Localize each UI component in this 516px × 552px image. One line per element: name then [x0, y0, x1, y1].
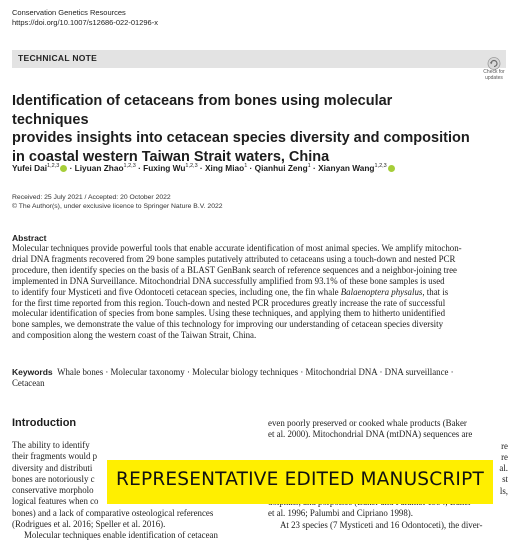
introduction-heading: Introduction [12, 417, 77, 429]
check-updates-text: Check for updates [483, 69, 505, 81]
orcid-icon[interactable] [388, 165, 395, 172]
author[interactable]: Fuxing Wu$^{1,2,3}$ [143, 162, 198, 173]
intro-right-column: even poorly preserved or cooked whale products (Baker et al. 2000). Mitochondrial DNA (mtDNA) sequences are re re al. st ls, et al. 1996; Palumbi and Cipriano 1998). At 23 species (7 Mysticeti and 16 Odontoceti), the diver- [268, 418, 508, 530]
copyright: © The Author(s), under exclusive licence to Springer Nature B.V. 2022 [12, 203, 223, 210]
banner-text: REPRESENTATIVE EDITED MANUSCRIPT [116, 469, 484, 490]
title-line-1: Identification of cetaceans from bones using molecular techniques [12, 93, 393, 128]
author[interactable]: Yufei Dai$^{1,2,3}$ [12, 163, 67, 173]
orcid-icon[interactable] [60, 165, 67, 172]
journal-name: Conservation Genetics Resources [12, 8, 126, 17]
title-line-2: provides insights into cetacean species diversity and composition [12, 130, 470, 146]
keywords-label: Keywords [12, 367, 53, 377]
author[interactable]: Xing Miao$^1$ [205, 162, 248, 173]
section-bar [12, 50, 506, 68]
abstract-body: Molecular techniques provide powerful tools that enable accurate identification of most animal species. We amplify mitochon- drial DNA fragments recovered from 29 bone samples putatively attributed to cetaceans using a touch-down and nested PCR procedure, then identify species on the basis of a BLAST GenBank search of reference sequences and a neighbor-joining tree implemented in DNA Surveillance. Mitochondrial DNA successfully amplified from 93.1% of these bone samples is used to identify four Mysticeti and five Odontoceti cetacean species, including one, the fin whale Balaenoptera physalus, that is for the first time reported from this region. Touch-down and nested PCR procedures greatly increase the rate of successful molecular identification of species from bone samples. Using these techniques, and applying them to hitherto unidentified bone samples, we demonstrate the value of this technology for improving our understanding of cetacean species diversity and composition along the western coast of the Taiwan Strait, China. [12, 243, 462, 341]
journal-header [12, 8, 158, 28]
title-line-3: in coastal western Taiwan Strait waters, China [12, 148, 330, 165]
received-accepted: Received: 25 July 2021 / Accepted: 20 October 2022 [12, 194, 171, 201]
article-dates [12, 193, 223, 211]
article-title [12, 92, 472, 166]
author[interactable]: Liyuan Zhao$^{1,2,3}$ [74, 162, 136, 173]
doi-link[interactable]: https://doi.org/10.1007/s12686-022-01296-x [12, 18, 158, 27]
abstract-heading: Abstract [12, 233, 47, 243]
check-for-updates-badge[interactable] [479, 57, 509, 85]
author[interactable]: Xianyan Wang$^{1,2,3}$ [318, 163, 395, 173]
author[interactable]: Qianhui Zeng$^1$ [254, 162, 311, 173]
intro-left-column: The ability to identify their fragments would p diversity and distributi bones are notoriously c conservative morpholo logical features when co bones) and a lack of comparative osteological references (Rodrigues et al. 2016; Speller et al. 2016). Molecular techniques enable identification of cetacean [12, 440, 218, 541]
keywords: Keywords Whale bones · Molecular taxonomy · Molecular biology techniques · Mitochondrial DNA · DNA surveillance · Cetacean [12, 367, 454, 388]
author-list: Yufei Dai$^{1,2,3}$ · Liyuan Zhao$^{1,2,3}$ · Fuxing Wu$^{1,2,3}$ · Xing Miao$^1$ · Qianhui Zeng$^1$ · Xianyan Wang$^{1,2,3}$ [12, 160, 506, 174]
section-label: TECHNICAL NOTE [18, 53, 98, 63]
watermark-banner [107, 460, 493, 504]
